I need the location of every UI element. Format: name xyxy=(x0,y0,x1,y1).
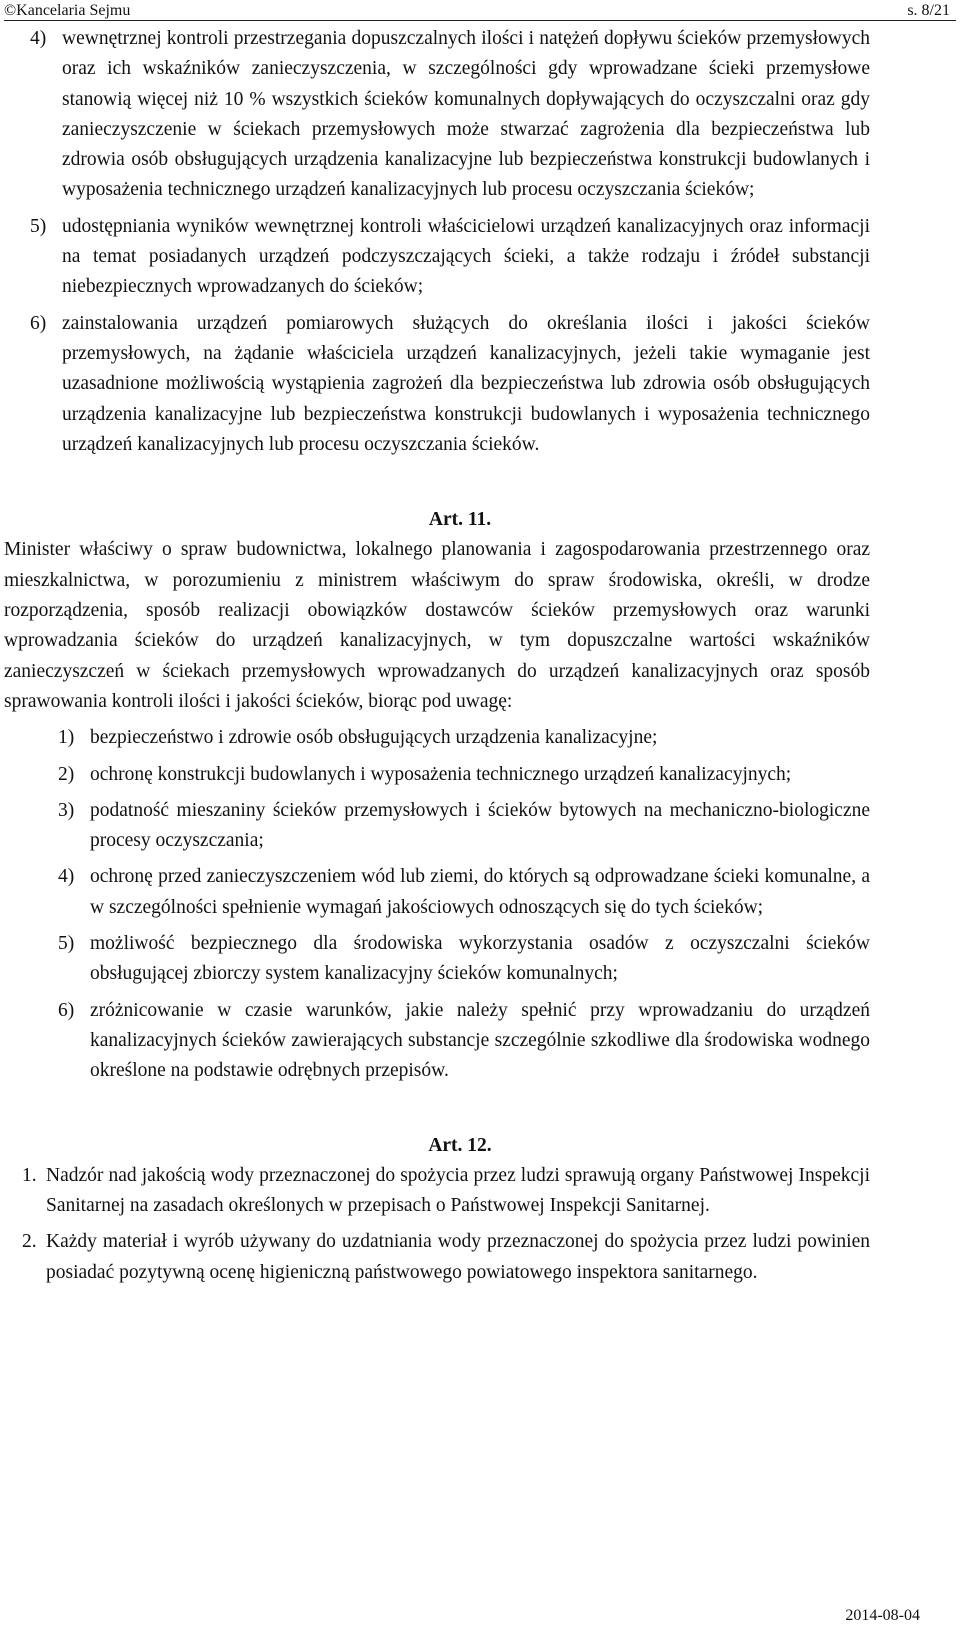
list-item-number: 5) xyxy=(30,215,47,237)
list-item xyxy=(0,996,960,1087)
list-item xyxy=(0,212,960,303)
list-item-text: zainstalowania urządzeń pomiarowych służących do określania ilości i jakości ścieków przemysłowych, na żądanie właściciela urządzeń kanalizacyjnych, jeżeli takie wymaganie jest uzasadnione możliwością wystąpienia zagrożeń dla bezpieczeństwa lub zdrowia osób obsługujących urządzenia kanalizacyjne lub bezpieczeństwa konstrukcji budowlanych i wyposażenia technicznego urządzeń kanalizacyjnych lub procesu oczyszczania ścieków. xyxy=(62,312,870,455)
continued-list xyxy=(0,24,960,460)
list-item xyxy=(0,862,960,923)
list-item-number: 3) xyxy=(58,799,75,821)
list-item-text: ochronę przed zanieczyszczeniem wód lub ziemi, do których są odprowadzane ścieki komunalne, a w szczególności spełnienie wymagań jakościowych odnoszących się do tych ścieków; xyxy=(90,866,870,918)
header-divider xyxy=(4,20,956,21)
list-item-text: zróżnicowanie w czasie warunków, jakie należy spełnić przy wprowadzaniu do urządzeń kanalizacyjnych ścieków zawierających substancje szczególnie szkodliwe dla środowiska wodnego określone na podstawie odrębnych przepisów. xyxy=(90,999,870,1082)
list-item-number: 1. xyxy=(22,1164,37,1186)
article-heading: Art. 12. xyxy=(428,1134,492,1156)
document-date: 2014-08-04 xyxy=(845,1607,920,1624)
list-item xyxy=(0,1227,960,1288)
page-number: s. 8/21 xyxy=(907,2,950,19)
list-item-text: wewnętrznej kontroli przestrzegania dopuszczalnych ilości i natężeń dopływu ścieków przemysłowych oraz ich wskaźników zanieczyszczenia, w szczególności gdy wprowadzane ścieki przemysłowe stanowią więcej niż 10 % wszystkich ścieków komunalnych dopływających do oczyszczalni oraz gdy zanieczyszczenie w ściekach przemysłowych może stwarzać zagrożenia dla bezpieczeństwa lub zdrowia osób obsługujących urządzenia kanalizacyjne lub bezpieczeństwa konstrukcji budowlanych i wyposażenia technicznego urządzeń kanalizacyjnych lub procesu oczyszczania ścieków; xyxy=(62,28,870,201)
list-item-number: 2. xyxy=(22,1231,37,1253)
list-item xyxy=(0,24,960,206)
list-item-text: podatność mieszaniny ścieków przemysłowych i ścieków bytowych na mechaniczno-biologiczne procesy oczyszczania; xyxy=(90,799,870,852)
list-item-text: możliwość bezpiecznego dla środowiska wykorzystania osadów z oczyszczalni ścieków obsługującej zbiorczy system kanalizacyjny ścieków komunalnych; xyxy=(90,933,870,985)
list-item xyxy=(0,796,960,857)
document-body xyxy=(0,24,960,1294)
article-11-list xyxy=(0,723,960,1086)
list-item-number: 5) xyxy=(58,933,75,955)
list-item xyxy=(0,1161,960,1222)
article-heading: Art. 11. xyxy=(428,509,492,531)
list-item-text: Nadzór nad jakością wody przeznaczonej do spożycia przez ludzi sprawują organy Państwowej Inspekcji Sanitarnej na zasadach określonych w przepisach o Państwowej Inspekcji Sanitarnej. xyxy=(46,1164,870,1217)
list-item xyxy=(0,929,960,990)
page-header xyxy=(4,0,956,22)
list-item-number: 2) xyxy=(58,763,75,785)
list-item-text: Każdy materiał i wyrób używany do uzdatniania wody przeznaczonej do spożycia przez ludzi powinien posiadać pozytywną ocenę higieniczną państwowego powiatowego inspektora sanitarnego. xyxy=(46,1231,870,1283)
article-11 xyxy=(0,505,960,1086)
list-item-number: 6) xyxy=(30,312,47,334)
list-item xyxy=(0,760,960,790)
list-item-text: udostępniania wyników wewnętrznej kontroli właścicielowi urządzeń kanalizacyjnych oraz informacji na temat posiadanych urządzeń podczyszczających ścieki, a także rodzaju i źródeł substancji niebezpiecznych wprowadzanych do ścieków; xyxy=(62,215,870,298)
copyright-label: ©Kancelaria Sejmu xyxy=(4,2,131,19)
list-item-number: 1) xyxy=(58,727,75,749)
list-item-text: bezpieczeństwo i zdrowie osób obsługujących urządzenia kanalizacyjne; xyxy=(90,727,658,749)
article-12 xyxy=(0,1131,960,1288)
list-item-number: 6) xyxy=(58,999,75,1021)
list-item xyxy=(0,309,960,460)
article-intro: Minister właściwy o spraw budownictwa, lokalnego planowania i zagospodarowania przestrzennego oraz mieszkalnictwa, w porozumieniu z ministrem właściwym do spraw środowiska, określi, w drodze rozporządzenia, sposób realizacji obowiązków dostawców ścieków przemysłowych oraz warunki wprowadzania ścieków do urządzeń kanalizacyjnych, w tym dopuszczalne wartości wskaźników zanieczyszczeń w ściekach przemysłowych wprowadzanych do urządzeń kanalizacyjnych oraz sposób sprawowania kontroli ilości i jakości ścieków, biorąc pod uwagę: xyxy=(4,539,870,712)
list-item xyxy=(0,723,960,753)
list-item-text: ochronę konstrukcji budowlanych i wyposażenia technicznego urządzeń kanalizacyjnych; xyxy=(90,763,792,785)
list-item-number: 4) xyxy=(30,28,47,49)
list-item-number: 4) xyxy=(58,866,75,888)
article-12-list xyxy=(0,1161,960,1288)
